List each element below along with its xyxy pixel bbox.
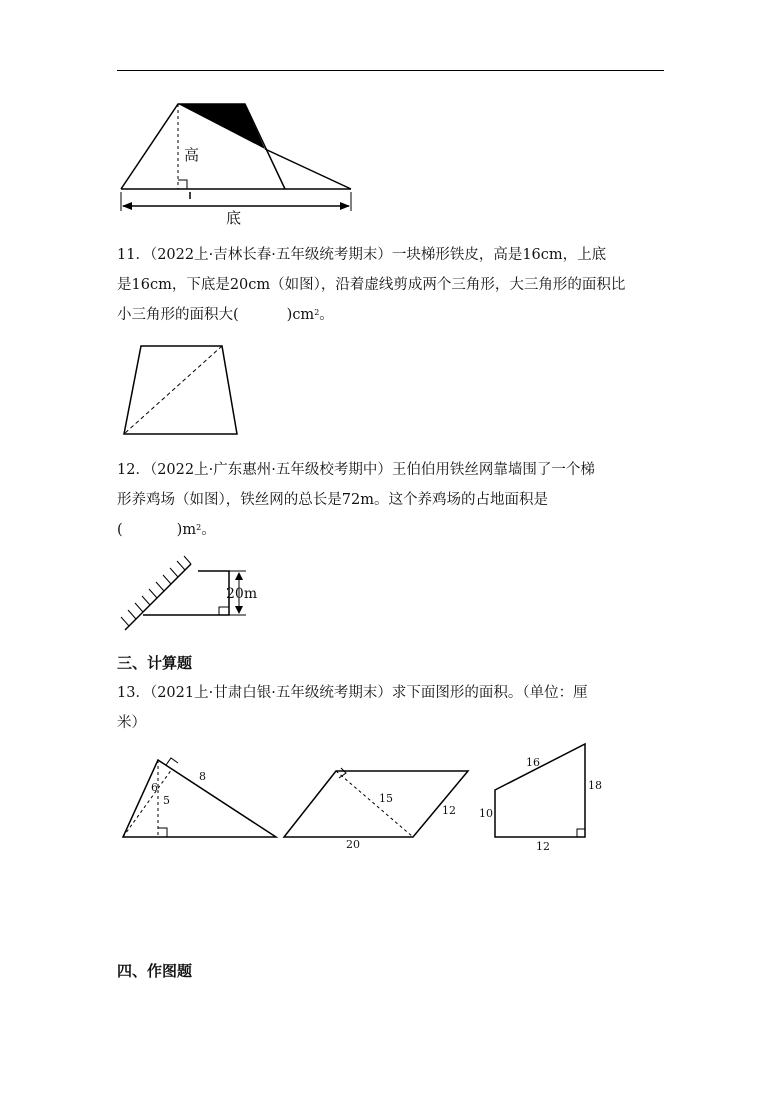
triangle-side-label: 8 <box>199 770 206 783</box>
header-rule <box>117 70 664 71</box>
label-base: 底 <box>226 209 242 227</box>
trapezoid-cut-figure <box>110 95 370 230</box>
trapezoid-dashed-figure <box>118 340 248 440</box>
trapezoid-slant-label: 16 <box>526 756 540 769</box>
label-20m: 20m <box>226 586 258 602</box>
label-height: 高 <box>184 146 200 164</box>
q11-line3 <box>117 300 665 330</box>
q13-figures <box>118 740 608 860</box>
q13-line1: 13．（2021上·甘肃白银·五年级统考期末）求下面图形的面积。（单位：厘 <box>117 685 588 701</box>
q11-line3-post: )cm <box>286 307 315 323</box>
trapezoid-left-label: 10 <box>479 807 493 820</box>
q12-line3-pre: ( <box>117 522 123 538</box>
q11-unit-sup: 2 <box>314 308 320 317</box>
parallelogram-side-label: 12 <box>442 804 456 817</box>
q11-line3-pre: 小三角形的面积大( <box>117 307 239 323</box>
triangle-height-b: 5 <box>163 794 170 807</box>
section-3-title: 三、计算题 <box>117 654 193 672</box>
q12-line2: 形养鸡场（如图），铁丝网的总长是72m。这个养鸡场的占地面积是 <box>117 492 548 508</box>
triangle-figure <box>123 758 276 837</box>
question-12 <box>117 455 665 545</box>
q13-line2: 米） <box>117 715 146 731</box>
parallelogram-base-label: 20 <box>346 838 360 851</box>
parallelogram-figure <box>284 768 468 851</box>
triangle-height-a: 6 <box>151 781 158 794</box>
q12-line1: 12．（2022上·广东惠州·五年级校考期中）王伯伯用铁丝网靠墙围了一个梯 <box>117 462 595 478</box>
section-4-title: 四、作图题 <box>117 962 193 980</box>
chicken-yard-figure <box>118 555 278 640</box>
q12-end: 。 <box>201 522 216 538</box>
parallelogram-height-label: 15 <box>379 792 393 805</box>
question-13 <box>117 678 665 738</box>
q12-line3-post: )m <box>176 522 197 538</box>
right-trapezoid-figure <box>479 744 602 853</box>
shaded-triangle <box>178 104 265 149</box>
q12-unit-sup: 2 <box>196 523 202 532</box>
q11-line2: 是16cm，下底是20cm（如图），沿着虚线剪成两个三角形，大三角形的面积比 <box>117 277 626 293</box>
trapezoid-right-label: 18 <box>588 779 602 792</box>
q12-line3 <box>117 515 665 545</box>
q11-line1: 11．（2022上·吉林长春·五年级统考期末）一块梯形铁皮，高是16cm，上底 <box>117 247 607 263</box>
question-11 <box>117 240 665 330</box>
trapezoid-bottom-label: 12 <box>536 840 550 853</box>
q11-end: 。 <box>319 307 334 323</box>
